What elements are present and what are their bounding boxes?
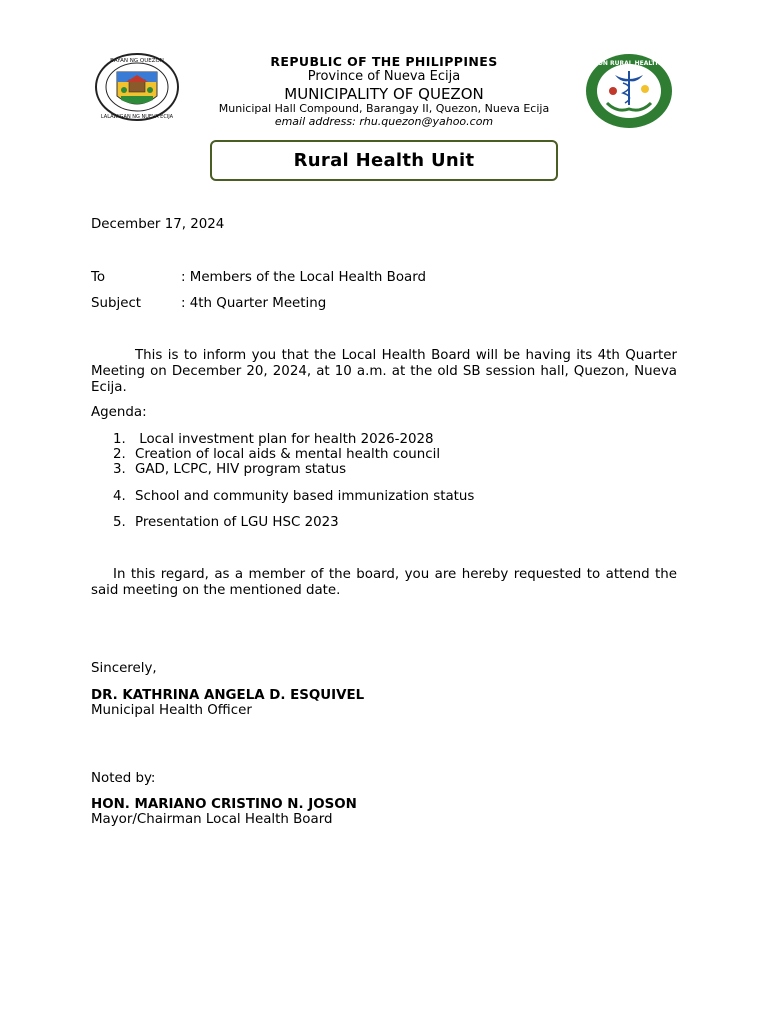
agenda-item-number: 1. <box>113 432 126 447</box>
agenda-item-number: 3. <box>113 462 126 477</box>
agenda-label: Agenda: <box>91 405 147 420</box>
header-municipality: MUNICIPALITY OF QUEZON <box>284 85 484 103</box>
header-republic: REPUBLIC OF THE PHILIPPINES <box>270 54 498 69</box>
svg-text:LALAWIGAN NG NUEVA ECIJA: LALAWIGAN NG NUEVA ECIJA <box>100 114 174 120</box>
agenda-item <box>113 432 434 447</box>
svg-text:QUEZON RURAL HEALTH UNIT: QUEZON RURAL HEALTH UNIT <box>579 60 679 67</box>
memo-to-row <box>91 270 426 285</box>
memo-to-label: To <box>91 270 106 285</box>
agenda-item-text: Creation of local aids & mental health council <box>135 447 441 462</box>
agenda-item-text: GAD, LCPC, HIV program status <box>135 462 347 477</box>
memo-subject-value: : 4th Quarter Meeting <box>181 296 327 311</box>
signatory-name: DR. KATHRINA ANGELA D. ESQUIVEL <box>91 688 365 703</box>
agenda-item <box>113 489 474 504</box>
agenda-item <box>113 447 440 462</box>
header-email: email address: rhu.quezon@yahoo.com <box>274 115 494 128</box>
noted-by-name: HON. MARIANO CRISTINO N. JOSON <box>91 797 357 812</box>
memo-subject-row <box>91 296 326 311</box>
agenda-item <box>113 462 346 477</box>
page-title: Rural Health Unit <box>293 150 475 171</box>
noted-by-position: Mayor/Chairman Local Health Board <box>91 812 333 827</box>
closing-paragraph: In this regard, as a member of the board, you are hereby requested to attend the said meeting on the mentioned date. <box>91 567 677 598</box>
agenda-item-number: 2. <box>113 447 126 462</box>
agenda-item-text: Presentation of LGU HSC 2023 <box>135 515 339 530</box>
svg-text:BAYAN NG QUEZON: BAYAN NG QUEZON <box>110 58 164 64</box>
agenda-item <box>113 515 339 530</box>
intro-paragraph: This is to inform you that the Local Health Board will be having its 4th Quarter Meeting on December 20, 2024, at 10 a.m. at the old SB session hall, Quezon, Nueva Ecija. <box>91 348 677 395</box>
noted-by-label: Noted by: <box>91 771 156 786</box>
agenda-item-number: 4. <box>113 489 126 504</box>
agenda-item-text: School and community based immunization status <box>135 489 475 504</box>
agenda-item-text: Local investment plan for health 2026-2028 <box>135 432 434 447</box>
signatory-position: Municipal Health Officer <box>91 703 252 718</box>
memo-to-value: : Members of the Local Health Board <box>181 270 427 285</box>
letter-date: December 17, 2024 <box>91 217 225 232</box>
header-province: Province of Nueva Ecija <box>307 69 461 84</box>
header-address: Municipal Hall Compound, Barangay II, Quezon, Nueva Ecija <box>218 102 550 115</box>
title-box <box>210 140 558 181</box>
memo-subject-label: Subject <box>91 296 142 311</box>
sincerely-text: Sincerely, <box>91 661 157 676</box>
agenda-item-number: 5. <box>113 515 126 530</box>
